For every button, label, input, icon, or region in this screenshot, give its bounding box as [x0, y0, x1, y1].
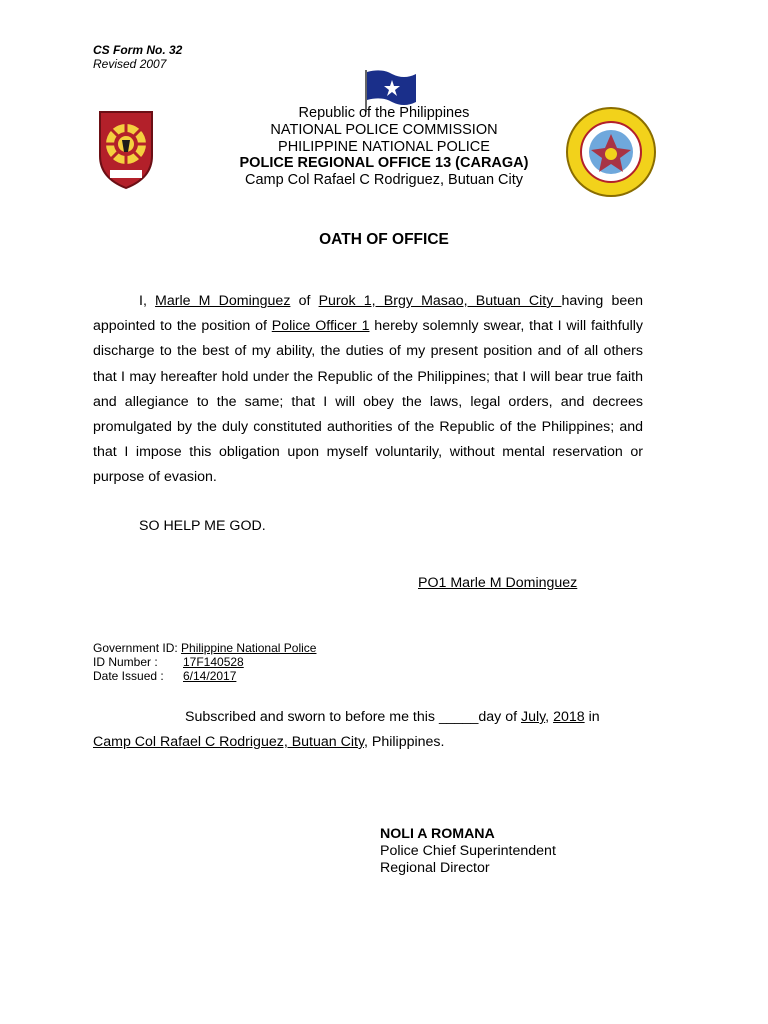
closing-phrase: SO HELP ME GOD.: [139, 518, 266, 534]
oath-text: having been appointed to the position of: [93, 293, 644, 335]
sworn-text: , Philippines.: [364, 734, 445, 750]
officer-name: NOLI A ROMANA: [380, 826, 495, 842]
header-regional-office: POLICE REGIONAL OFFICE 13 (CARAGA): [239, 155, 529, 171]
oath-text: of: [290, 293, 319, 309]
sworn-day-blank: _____: [438, 709, 479, 725]
date-issued-value: 6/14/2017: [183, 669, 237, 683]
sworn-text: Subscribed and sworn to before me this: [185, 709, 439, 725]
date-issued-label: Date Issued :: [93, 669, 164, 683]
sworn-year: 2018: [553, 709, 585, 725]
date-issued-row: [93, 669, 237, 684]
id-number-label: ID Number :: [93, 655, 158, 669]
header-republic: Republic of the Philippines: [298, 105, 470, 121]
form-number: CS Form No. 32: [93, 43, 183, 57]
sworn-text: in: [584, 709, 600, 725]
sworn-month: July: [520, 709, 546, 725]
sworn-text: ,: [545, 709, 554, 725]
government-id-value: Philippine National Police: [181, 641, 317, 655]
government-id-label: Government ID:: [93, 641, 178, 655]
oath-name: Marle M Dominguez: [155, 293, 291, 309]
id-number-row: [93, 655, 244, 670]
oath-paragraph: [93, 289, 643, 491]
header-pnp: PHILIPPINE NATIONAL POLICE: [278, 139, 490, 155]
oath-text: hereby solemnly swear, that I will faithfully discharge to the best of my ability, the duties of my present position and of all others that I may hereafter hold under the Republic of the Philippines; that I will bear true faith and allegiance to the same; that I will obey the laws, legal orders, and decrees promulgated by the duly constituted authorities of the Republic of the Philippines; and that I impose this obligation upon myself voluntarily, without mental reservation or purpose of evasion.: [93, 318, 643, 486]
sworn-place-line: [93, 734, 444, 750]
sworn-text: day of: [478, 709, 521, 725]
document-title: OATH OF OFFICE: [319, 231, 449, 248]
officer-title: Regional Director: [380, 860, 490, 876]
government-id-row: [93, 641, 316, 656]
oath-text: I,: [139, 293, 156, 309]
id-number-value: 17F140528: [183, 655, 244, 669]
oath-position: Police Officer 1: [271, 318, 370, 335]
signer-name: PO1 Marle M Dominguez: [418, 575, 578, 591]
pro13-seal: [565, 106, 657, 198]
header-camp: Camp Col Rafael C Rodriguez, Butuan City: [244, 172, 524, 188]
form-revision: Revised 2007: [93, 57, 167, 71]
oath-address: Purok 1, Brgy Masao, Butuan City: [318, 293, 562, 309]
sworn-place: Camp Col Rafael C Rodriguez, Butuan City: [93, 734, 364, 750]
header-napolcom: NATIONAL POLICE COMMISSION: [270, 122, 498, 138]
officer-rank: Police Chief Superintendent: [380, 843, 556, 859]
sworn-line: [185, 709, 600, 725]
